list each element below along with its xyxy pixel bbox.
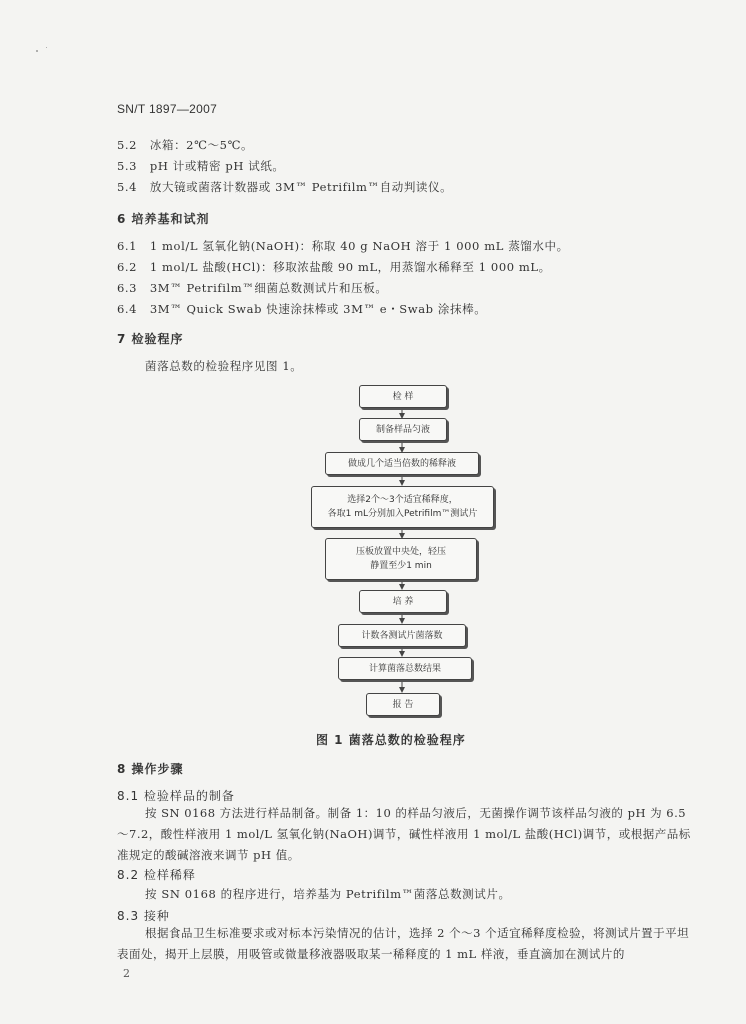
section-8-1-heading: 8.1 检验样品的制备 (117, 789, 235, 803)
flow-step-label: 培 养 (392, 596, 414, 607)
item-number: 6.1 (117, 239, 138, 253)
flow-step-sample (359, 385, 447, 408)
flow-step-prepare (359, 418, 447, 441)
flow-step-label-2: 各取1 mL分别加入Petrifilm™测试片 (327, 509, 478, 519)
flow-step-label: 压板放置中央处，轻压 (355, 547, 446, 557)
section-8-2-heading: 8.2 检样稀释 (117, 868, 196, 882)
section-8-3-heading: 8.3 接种 (117, 909, 170, 923)
section-7-intro: 菌落总数的检验程序见图 1。 (145, 359, 303, 373)
flow-step-calculate (338, 657, 472, 680)
flow-step-label-2: 静置至少1 min (370, 561, 432, 571)
item-text: 冰箱：2℃～5℃。 (149, 138, 254, 152)
flow-step-report (366, 693, 440, 716)
flow-step-label: 制备样品匀液 (375, 424, 430, 435)
section-8-2-text: 按 SN 0168 的程序进行，培养基为 Petrifilm™菌落总数测试片。 (145, 887, 511, 901)
flow-step-label: 做成几个适当倍数的稀释液 (347, 458, 456, 469)
flow-step-label: 检 样 (392, 391, 414, 402)
flow-step-incubate (359, 590, 447, 613)
item-text: 放大镜或菌落计数器或 3M™ Petrifilm™自动判读仪。 (149, 180, 453, 194)
item-text: 3M™ Petrifilm™细菌总数测试片和压板。 (149, 281, 388, 295)
standard-number: SN/T 1897—2007 (117, 102, 218, 116)
item-number: 6.3 (117, 281, 138, 295)
flow-step-select (311, 486, 494, 528)
item-text: 1 mol/L 氢氧化钠(NaOH)：称取 40 g NaOH 溶于 1 000 mL 蒸馏水中。 (149, 239, 569, 253)
item-text: 1 mol/L 盐酸(HCl)：移取浓盐酸 90 mL，用蒸馏水稀释至 1 000 mL。 (149, 260, 551, 274)
item-text: 3M™ Quick Swab 快速涂抹棒或 3M™ e・Swab 涂抹棒。 (149, 302, 487, 316)
item-number: 5.3 (117, 159, 138, 173)
item-number: 5.2 (117, 138, 138, 152)
item-number: 6.4 (117, 302, 138, 316)
flow-step-label: 报 告 (392, 699, 414, 710)
section-8-1-text: 按 SN 0168 方法进行样品制备。制备 1：10 的样品匀液后，无菌操作调节该样品匀液的 pH 为 6.5～7.2，酸性样液用 1 mol/L 氢氧化钠(NaOH)调节，碱性样液用 1 mol/L 盐酸(HCl)调节，或根据产品标准规定的酸碱溶液来调节 pH 值。 (117, 806, 691, 862)
item-number: 6.2 (117, 260, 138, 274)
figure-caption: 图 1 菌落总数的检验程序 (316, 733, 466, 747)
flow-step-dilute (325, 452, 479, 475)
flow-step-count (338, 624, 466, 647)
section-8-3-text: 根据食品卫生标准要求或对标本污染情况的估计，选择 2 个～3 个适宜稀释度检验，将测试片置于平坦表面处，揭开上层膜，用吸管或微量移液器吸取某一稀释度的 1 mL 样液，垂直滴加在测试片的 (117, 926, 690, 961)
flow-step-label: 计算菌落总数结果 (368, 663, 441, 674)
page-number: 2 (123, 967, 130, 980)
section-8-heading: 8 操作步骤 (117, 762, 184, 776)
section-6-heading: 6 培养基和试剂 (117, 212, 210, 226)
item-number: 5.4 (117, 180, 138, 194)
section-7-heading: 7 检验程序 (117, 332, 184, 346)
flow-step-label: 计数各测试片菌落数 (361, 630, 443, 641)
item-text: pH 计或精密 pH 试纸。 (149, 159, 285, 173)
flow-step-label: 选择2个～3个适宜稀释度， (347, 495, 458, 505)
flow-step-press (325, 538, 477, 580)
